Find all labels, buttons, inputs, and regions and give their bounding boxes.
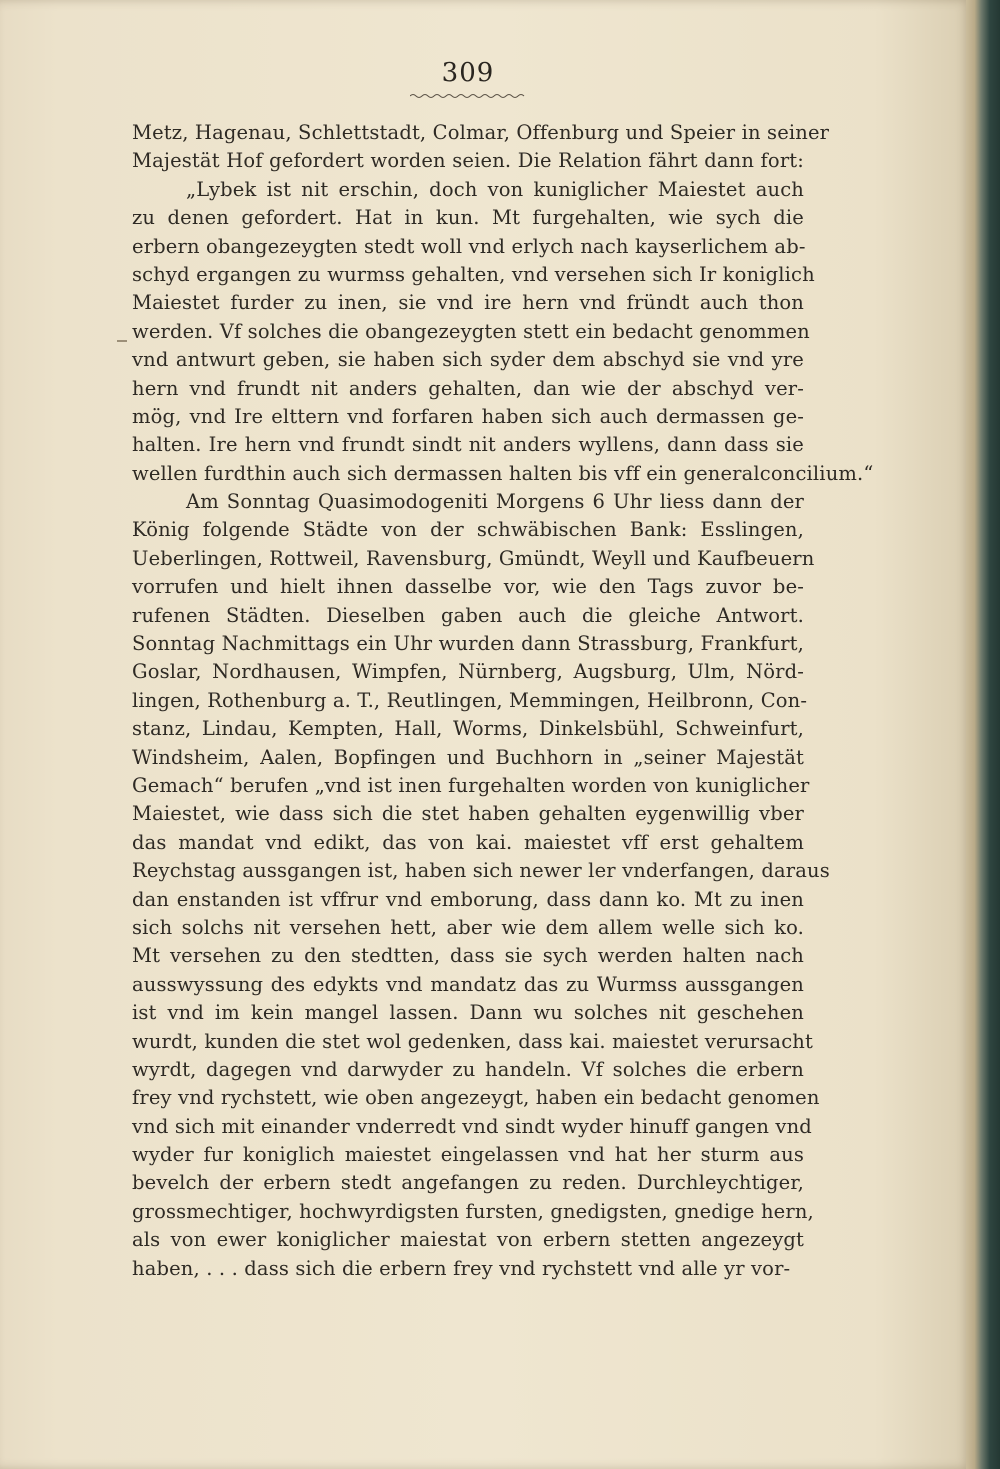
text-line: stanz, Lindau, Kempten, Hall, Worms, Dinkelsbühl, Schweinfurt, [132,717,804,741]
text-line: Goslar, Nordhausen, Wimpfen, Nürnberg, Augsburg, Ulm, Nörd- [132,660,804,684]
text-line: lingen, Rothenburg a. T., Reutlingen, Memmingen, Heilbronn, Con- [132,688,808,712]
text-line: ist vnd im kein mangel lassen. Dann wu solches nit geschehen [132,1001,804,1025]
text-line: wurdt, kunden die stet wol gedenken, dass kai. maiestet verursacht [132,1029,813,1053]
page-number: 309 [441,58,495,88]
text-line: wyrdt, dagegen vnd darwyder zu handeln. Vf solches die erbern [132,1057,804,1081]
text-line: Windsheim, Aalen, Bopfingen und Buchhorn in „seiner Majestät [132,745,804,769]
text-line: grossmechtiger, hochwyrdigsten fursten, gnedigsten, gnedige hern, [132,1199,814,1223]
text-line: als von ewer koniglicher maiestat von erbern stetten angezeygt [132,1228,804,1252]
ornament-rule [410,93,526,99]
text-line: frey vnd rychstett, wie oben angezeygt, haben ein bedacht genomen [132,1086,820,1110]
text-line: haben, . . . dass sich die erbern frey vnd rychstett vnd alle yr vor- [132,1256,791,1280]
text-line: vnd antwurt geben, sie haben sich syder dem abschyd sie vnd yre [132,348,804,372]
text-line: zu denen gefordert. Hat in kun. Mt furgehalten, wie sych die [132,206,804,230]
text-line: Am Sonntag Quasimodogeniti Morgens 6 Uhr liess dann der [186,490,804,514]
text-line: hern vnd frundt nit anders gehalten, dan wie der abschyd ver- [132,376,804,400]
text-line: Maiestet furder zu inen, sie vnd ire hern vnd fründt auch thon [132,291,804,315]
text-line: Reychstag aussgangen ist, haben sich newer ler vnderfangen, daraus [132,859,830,883]
text-line: werden. Vf solches die obangezeygten stett ein bedacht genommen [132,319,810,343]
text-line: Mt versehen zu den stedtten, dass sie sych werden halten nach [132,944,804,968]
text-line: Majestät Hof gefordert worden seien. Die Relation fährt dann fort: [132,149,804,173]
text-line: Gemach“ berufen „vnd ist inen furgehalten worden von kuniglicher [132,773,810,797]
text-line: vorrufen und hielt ihnen dasselbe vor, wie den Tags zuvor be- [132,575,804,599]
text-line: König folgende Städte von der schwäbischen Bank: Esslingen, [132,518,804,542]
text-line: bevelch der erbern stedt angefangen zu reden. Durchleychtiger, [132,1171,804,1195]
text-line: Ueberlingen, Rottweil, Ravensburg, Gmündt, Weyll und Kaufbeuern [132,546,815,570]
text-line: ausswyssung des edykts vnd mandatz das zu Wurmss aussgangen [132,972,804,996]
text-line: sich solchs nit versehen hett, aber wie dem allem welle sich ko. [132,915,804,939]
text-line: Maiestet, wie dass sich die stet haben gehalten eygenwillig vber [132,802,804,826]
text-line: wellen furdthin auch sich dermassen halten bis vff ein generalconcilium.“ [132,461,874,485]
text-line: das mandat vnd edikt, das von kai. maiestet vff erst gehaltem [132,830,804,854]
text-line: schyd ergangen zu wurmss gehalten, vnd versehen sich Ir koniglich [132,262,815,286]
text-line: wyder fur koniglich maiestet eingelassen vnd hat her sturm aus [132,1143,804,1167]
text-line: Sonntag Nachmittags ein Uhr wurden dann Strassburg, Frankfurt, [132,632,804,656]
text-line: mög, vnd Ire elttern vnd forfaren haben sich auch dermassen ge- [132,404,804,428]
text-line: rufenen Städten. Dieselben gaben auch die gleiche Antwort. [132,603,804,627]
body-text [132,119,874,1283]
text-line: dan enstanden ist vffrur vnd emborung, dass dann ko. Mt zu inen [132,887,804,911]
text-line: halten. Ire hern vnd frundt sindt nit anders wyllens, dann dass sie [132,433,804,457]
text-line: Metz, Hagenau, Schlettstadt, Colmar, Offenburg und Speier in seiner [132,121,830,144]
book-binding-edge [966,0,1000,1469]
margin-mark [117,340,127,342]
text-line: „Lybek ist nit erschin, doch von kuniglicher Maiestet auch [186,177,804,201]
text-line: erbern obangezeygten stedt woll vnd erlych nach kayserlichem ab- [132,234,806,258]
text-line: vnd sich mit einander vnderredt vnd sindt wyder hinuff gangen vnd [132,1114,812,1138]
